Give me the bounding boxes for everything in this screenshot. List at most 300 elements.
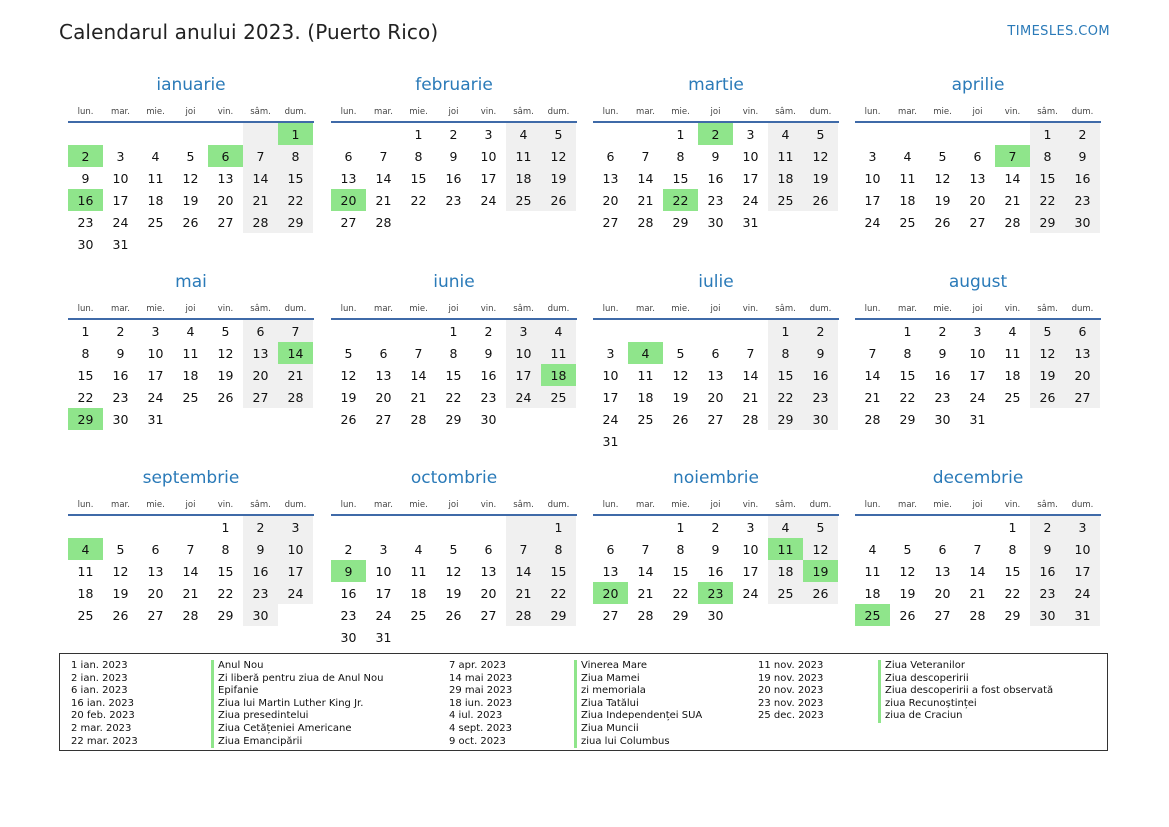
day-cell: 23 — [340, 607, 357, 623]
day-cell: 4 — [68, 538, 103, 560]
day-cell: 21 — [375, 192, 392, 208]
weekday-header — [68, 495, 314, 515]
day-cell: 12 — [112, 563, 129, 579]
day-cell: 30 — [934, 411, 951, 427]
day-cell: 27 — [707, 411, 724, 427]
day-cell: 1 — [81, 323, 90, 339]
day-cell: 1 — [903, 323, 912, 339]
empty-cell — [855, 516, 890, 538]
day-cell: 27 — [147, 607, 164, 623]
day-cell: 20 — [147, 585, 164, 601]
legend-date: 16 ian. 2023 — [71, 697, 134, 709]
legend-date: 1 ian. 2023 — [71, 660, 128, 671]
legend-date: 7 apr. 2023 — [449, 660, 507, 671]
day-cell: 11 — [899, 170, 916, 186]
day-cell: 3 — [868, 148, 877, 164]
weekday-header — [593, 299, 839, 319]
weekday-label: lun. — [77, 107, 94, 117]
day-cell: 9 — [938, 345, 947, 361]
day-cell: 8 — [676, 148, 685, 164]
weekday-label: vin. — [480, 304, 497, 314]
day-cell: 20 — [969, 192, 986, 208]
weekday-label: dum. — [809, 107, 832, 117]
empty-cell — [278, 233, 313, 255]
weekday-label: mar. — [374, 107, 393, 117]
day-cell: 30 — [340, 629, 357, 645]
day-cell: 22 — [445, 389, 462, 405]
day-cell: 10 — [742, 541, 759, 557]
legend-holiday-name: Ziua Tatălui — [574, 698, 702, 711]
day-cell: 17 — [742, 563, 759, 579]
weekday-header — [855, 299, 1101, 319]
day-cell: 19 — [541, 167, 576, 189]
day-cell: 28 — [278, 386, 313, 408]
weekday-label: joi — [185, 107, 196, 117]
weekday-label: vin. — [742, 500, 759, 510]
day-cell: 11 — [768, 538, 803, 560]
day-cell: 5 — [903, 541, 912, 557]
empty-cell — [593, 516, 628, 538]
day-cell: 6 — [938, 541, 947, 557]
month-septembrie — [68, 467, 314, 626]
empty-cell — [436, 626, 471, 648]
day-cell: 12 — [934, 170, 951, 186]
day-cell: 7 — [868, 345, 877, 361]
day-grid — [593, 123, 839, 233]
day-cell: 1 — [676, 519, 685, 535]
day-cell: 2 — [1065, 123, 1100, 145]
day-cell: 23 — [707, 192, 724, 208]
day-cell: 22 — [1030, 189, 1065, 211]
empty-cell — [506, 211, 541, 233]
day-cell: 5 — [803, 516, 838, 538]
weekday-header — [331, 102, 577, 122]
weekday-label: mie. — [933, 107, 952, 117]
weekday-label: lun. — [77, 304, 94, 314]
empty-cell — [173, 233, 208, 255]
day-cell: 4 — [1008, 323, 1017, 339]
day-cell: 29 — [445, 411, 462, 427]
weekday-label: dum. — [284, 500, 307, 510]
day-cell: 19 — [217, 367, 234, 383]
weekday-label: joi — [972, 304, 983, 314]
day-cell: 3 — [973, 323, 982, 339]
day-cell: 26 — [672, 411, 689, 427]
day-cell: 24 — [864, 214, 881, 230]
empty-cell — [173, 516, 208, 538]
day-cell: 13 — [934, 563, 951, 579]
day-cell: 6 — [379, 345, 388, 361]
day-cell: 8 — [278, 145, 313, 167]
month-title: octombrie — [410, 468, 498, 488]
empty-cell — [1030, 408, 1065, 430]
day-cell: 24 — [742, 585, 759, 601]
weekday-label: lun. — [864, 500, 881, 510]
day-cell: 30 — [803, 408, 838, 430]
weekday-label: sâm. — [513, 304, 534, 314]
day-cell: 20 — [375, 389, 392, 405]
day-cell: 15 — [768, 364, 803, 386]
day-cell: 4 — [541, 320, 576, 342]
weekday-label: sâm. — [513, 500, 534, 510]
month-iulie — [593, 271, 839, 452]
weekday-label: mie. — [933, 500, 952, 510]
empty-cell — [1065, 408, 1100, 430]
day-cell: 6 — [1065, 320, 1100, 342]
legend-date: 29 mai 2023 — [449, 685, 513, 697]
empty-cell — [208, 408, 243, 430]
legend-date: 22 mar. 2023 — [71, 735, 138, 747]
day-cell: 4 — [868, 541, 877, 557]
day-grid — [855, 516, 1101, 626]
day-cell: 28 — [410, 411, 427, 427]
day-cell: 29 — [672, 607, 689, 623]
day-cell: 24 — [375, 607, 392, 623]
day-cell: 18 — [182, 367, 199, 383]
day-cell: 15 — [672, 563, 689, 579]
day-cell: 16 — [934, 367, 951, 383]
empty-cell — [208, 123, 243, 145]
day-grid — [68, 123, 314, 255]
day-cell: 12 — [899, 563, 916, 579]
legend-holiday-name: Vinerea Mare — [574, 660, 702, 673]
day-cell: 1 — [541, 516, 576, 538]
day-cell: 11 — [541, 342, 576, 364]
empty-cell — [243, 123, 278, 145]
day-cell: 4 — [768, 123, 803, 145]
day-cell: 18 — [506, 167, 541, 189]
weekday-label: sâm. — [775, 107, 796, 117]
legend-date: 6 ian. 2023 — [71, 685, 128, 697]
day-cell: 11 — [410, 563, 427, 579]
day-cell: 9 — [803, 342, 838, 364]
day-cell: 24 — [969, 389, 986, 405]
day-cell: 2 — [243, 516, 278, 538]
empty-cell — [506, 516, 541, 538]
site-link[interactable]: TIMESLES.COM — [1007, 24, 1110, 39]
weekday-label: dum. — [1071, 107, 1094, 117]
day-cell: 27 — [480, 607, 497, 623]
weekday-header — [331, 299, 577, 319]
day-cell: 28 — [375, 214, 392, 230]
empty-cell — [471, 626, 506, 648]
month-martie — [593, 74, 839, 233]
day-cell: 9 — [81, 170, 90, 186]
month-octombrie — [331, 467, 577, 648]
weekday-header — [331, 495, 577, 515]
day-cell: 17 — [1065, 560, 1100, 582]
day-cell: 27 — [602, 214, 619, 230]
day-cell: 13 — [340, 170, 357, 186]
weekday-label: lun. — [340, 107, 357, 117]
day-cell: 23 — [803, 386, 838, 408]
day-cell: 4 — [768, 516, 803, 538]
day-cell: 27 — [602, 607, 619, 623]
empty-cell — [541, 408, 576, 430]
day-cell: 11 — [506, 145, 541, 167]
weekday-label: mie. — [933, 304, 952, 314]
day-cell: 19 — [672, 389, 689, 405]
empty-cell — [506, 626, 541, 648]
day-cell: 18 — [410, 585, 427, 601]
empty-cell — [995, 123, 1030, 145]
day-cell: 4 — [151, 148, 160, 164]
day-cell: 2 — [938, 323, 947, 339]
day-cell: 20 — [480, 585, 497, 601]
day-cell: 14 — [637, 563, 654, 579]
day-cell: 15 — [278, 167, 313, 189]
day-cell: 2 — [116, 323, 125, 339]
day-cell: 10 — [969, 345, 986, 361]
day-cell: 19 — [445, 585, 462, 601]
day-cell: 6 — [973, 148, 982, 164]
empty-cell — [855, 123, 890, 145]
day-cell: 30 — [112, 411, 129, 427]
day-cell: 28 — [637, 607, 654, 623]
day-cell: 13 — [602, 563, 619, 579]
day-cell: 30 — [707, 214, 724, 230]
day-cell: 21 — [969, 585, 986, 601]
weekday-label: mie. — [409, 107, 428, 117]
weekday-label: vin. — [217, 500, 234, 510]
weekday-label: dum. — [547, 107, 570, 117]
empty-cell — [103, 123, 138, 145]
day-grid — [593, 516, 839, 626]
day-cell: 10 — [375, 563, 392, 579]
day-cell: 30 — [480, 411, 497, 427]
day-cell: 24 — [742, 192, 759, 208]
day-cell: 21 — [1004, 192, 1021, 208]
day-cell: 27 — [375, 411, 392, 427]
day-cell: 9 — [331, 560, 366, 582]
day-cell: 31 — [1065, 604, 1100, 626]
day-cell: 7 — [995, 145, 1030, 167]
day-cell: 31 — [147, 411, 164, 427]
day-cell: 18 — [768, 167, 803, 189]
empty-cell — [663, 320, 698, 342]
day-cell: 19 — [1030, 364, 1065, 386]
month-title: septembrie — [142, 468, 240, 488]
empty-cell — [960, 123, 995, 145]
month-title: mai — [175, 272, 207, 292]
legend-holiday-name: Epifanie — [211, 685, 383, 698]
day-cell: 25 — [541, 386, 576, 408]
day-cell: 8 — [1008, 541, 1017, 557]
day-cell: 2 — [1030, 516, 1065, 538]
weekday-label: lun. — [340, 500, 357, 510]
day-cell: 3 — [506, 320, 541, 342]
legend-holiday-name: Zi liberă pentru ziua de Anul Nou — [211, 673, 383, 686]
weekday-label: mie. — [671, 500, 690, 510]
day-cell: 20 — [707, 389, 724, 405]
day-cell: 4 — [628, 342, 663, 364]
weekday-label: vin. — [1004, 304, 1021, 314]
weekday-label: dum. — [1071, 500, 1094, 510]
weekday-label: vin. — [217, 304, 234, 314]
day-cell: 12 — [803, 538, 838, 560]
day-cell: 21 — [278, 364, 313, 386]
day-cell: 28 — [506, 604, 541, 626]
day-cell: 25 — [637, 411, 654, 427]
empty-cell — [436, 211, 471, 233]
empty-cell — [366, 123, 401, 145]
day-cell: 23 — [243, 582, 278, 604]
day-cell: 10 — [864, 170, 881, 186]
day-cell: 17 — [864, 192, 881, 208]
day-cell: 16 — [340, 585, 357, 601]
day-cell: 27 — [217, 214, 234, 230]
day-cell: 14 — [637, 170, 654, 186]
day-cell: 14 — [742, 367, 759, 383]
weekday-label: sâm. — [250, 304, 271, 314]
day-cell: 13 — [707, 367, 724, 383]
day-cell: 14 — [375, 170, 392, 186]
empty-cell — [68, 123, 103, 145]
day-cell: 20 — [934, 585, 951, 601]
day-cell: 2 — [484, 323, 493, 339]
day-cell: 10 — [1065, 538, 1100, 560]
day-cell: 25 — [768, 189, 803, 211]
day-cell: 16 — [68, 189, 103, 211]
day-cell: 16 — [1065, 167, 1100, 189]
empty-cell — [68, 516, 103, 538]
weekday-label: mar. — [374, 304, 393, 314]
day-cell: 17 — [112, 192, 129, 208]
empty-cell — [331, 516, 366, 538]
day-cell: 20 — [243, 364, 278, 386]
day-cell: 25 — [506, 189, 541, 211]
day-cell: 10 — [112, 170, 129, 186]
day-cell: 26 — [934, 214, 951, 230]
empty-cell — [541, 211, 576, 233]
day-cell: 26 — [541, 189, 576, 211]
weekday-label: joi — [448, 304, 459, 314]
weekday-label: dum. — [547, 500, 570, 510]
day-cell: 14 — [969, 563, 986, 579]
empty-cell — [663, 430, 698, 452]
day-cell: 2 — [449, 126, 458, 142]
legend-dates-col-1 — [71, 660, 138, 748]
weekday-header — [855, 495, 1101, 515]
holiday-legend — [59, 653, 1108, 751]
day-cell: 21 — [182, 585, 199, 601]
weekday-label: sâm. — [513, 107, 534, 117]
empty-cell — [506, 408, 541, 430]
day-cell: 3 — [746, 519, 755, 535]
empty-cell — [138, 233, 173, 255]
weekday-label: mar. — [111, 304, 130, 314]
day-cell: 11 — [864, 563, 881, 579]
legend-holiday-name: Ziua Independenței SUA — [574, 710, 702, 723]
legend-date: 4 sept. 2023 — [449, 722, 512, 734]
legend-holiday-name: Anul Nou — [211, 660, 383, 673]
day-cell: 23 — [112, 389, 129, 405]
day-cell: 8 — [768, 342, 803, 364]
day-cell: 7 — [746, 345, 755, 361]
day-cell: 24 — [1065, 582, 1100, 604]
empty-cell — [890, 123, 925, 145]
weekday-header — [593, 102, 839, 122]
weekday-label: mie. — [409, 304, 428, 314]
day-cell: 8 — [903, 345, 912, 361]
empty-cell — [278, 408, 313, 430]
day-cell: 26 — [803, 582, 838, 604]
day-cell: 20 — [602, 192, 619, 208]
day-cell: 24 — [602, 411, 619, 427]
day-cell: 9 — [484, 345, 493, 361]
day-cell: 23 — [1065, 189, 1100, 211]
day-cell: 3 — [278, 516, 313, 538]
weekday-label: mie. — [671, 107, 690, 117]
weekday-header — [68, 102, 314, 122]
weekday-label: vin. — [480, 500, 497, 510]
empty-cell — [541, 626, 576, 648]
day-cell: 28 — [182, 607, 199, 623]
weekday-label: sâm. — [775, 500, 796, 510]
legend-holiday-name: Ziua lui Martin Luther King Jr. — [211, 698, 383, 711]
day-cell: 11 — [147, 170, 164, 186]
day-cell: 21 — [410, 389, 427, 405]
day-grid — [331, 123, 577, 233]
day-cell: 8 — [221, 541, 230, 557]
day-cell: 28 — [1004, 214, 1021, 230]
legend-holiday-name: Ziua presedintelui — [211, 710, 383, 723]
day-cell: 5 — [938, 148, 947, 164]
month-decembrie — [855, 467, 1101, 626]
day-cell: 17 — [147, 367, 164, 383]
legend-date: 18 iun. 2023 — [449, 697, 513, 709]
day-cell: 16 — [112, 367, 129, 383]
weekday-header — [593, 495, 839, 515]
empty-cell — [471, 516, 506, 538]
day-cell: 2 — [803, 320, 838, 342]
day-cell: 11 — [768, 145, 803, 167]
day-cell: 1 — [449, 323, 458, 339]
weekday-label: vin. — [1004, 107, 1021, 117]
empty-cell — [208, 233, 243, 255]
day-cell: 9 — [1065, 145, 1100, 167]
day-cell: 26 — [217, 389, 234, 405]
day-cell: 13 — [480, 563, 497, 579]
day-cell: 14 — [243, 167, 278, 189]
day-cell: 21 — [637, 192, 654, 208]
weekday-label: lun. — [864, 304, 881, 314]
day-cell: 28 — [864, 411, 881, 427]
day-cell: 22 — [1004, 585, 1021, 601]
empty-cell — [803, 430, 838, 452]
day-cell: 19 — [934, 192, 951, 208]
day-cell: 2 — [68, 145, 103, 167]
weekday-label: mar. — [636, 304, 655, 314]
day-cell: 27 — [1065, 386, 1100, 408]
day-cell: 13 — [243, 342, 278, 364]
page-title: Calendarul anului 2023. (Puerto Rico) — [59, 20, 439, 44]
day-cell: 27 — [969, 214, 986, 230]
day-cell: 15 — [1004, 563, 1021, 579]
day-cell: 22 — [217, 585, 234, 601]
day-cell: 29 — [899, 411, 916, 427]
day-cell: 27 — [934, 607, 951, 623]
day-cell: 11 — [637, 367, 654, 383]
day-cell: 4 — [186, 323, 195, 339]
legend-holiday-name: Ziua Cetățeniei Americane — [211, 723, 383, 736]
legend-holiday-name: Ziua Muncii — [574, 723, 702, 736]
day-cell: 1 — [676, 126, 685, 142]
legend-holiday-name: zi memoriala — [574, 685, 702, 698]
day-cell: 5 — [186, 148, 195, 164]
day-cell: 28 — [742, 411, 759, 427]
day-cell: 26 — [899, 607, 916, 623]
